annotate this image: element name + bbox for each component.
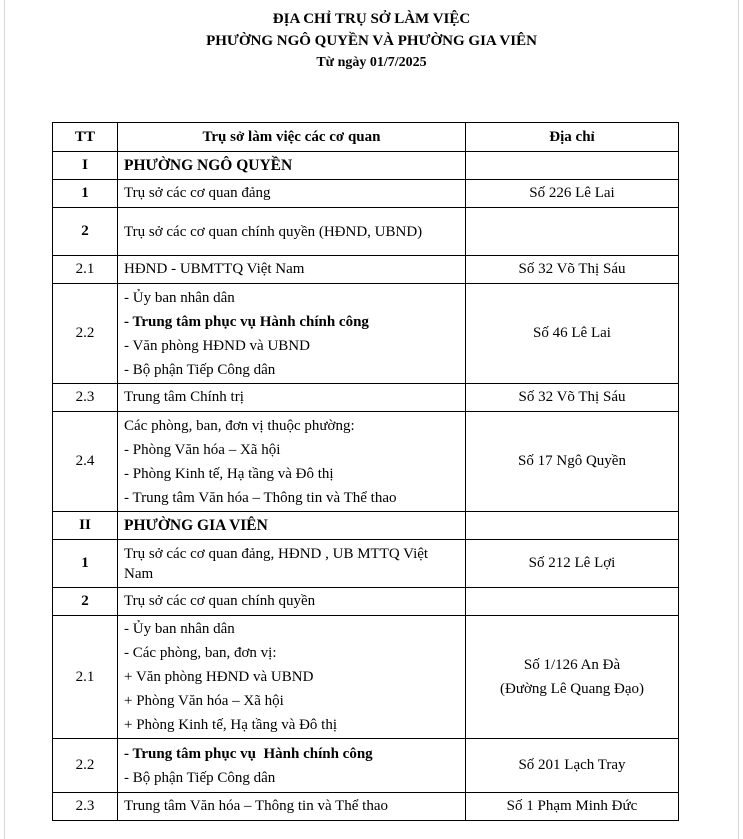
table-row — [53, 540, 679, 588]
table-row — [53, 208, 679, 256]
row-address — [466, 208, 679, 256]
row-office — [118, 284, 466, 384]
table-row — [53, 739, 679, 793]
office-line: - Ủy ban nhân dân — [124, 289, 235, 306]
header-title-line2: PHƯỜNG NGÔ QUYỀN VÀ PHƯỜNG GIA VIÊN — [206, 33, 537, 49]
row-number: 2.1 — [53, 256, 118, 284]
row-office — [118, 739, 466, 793]
row-address: Số 46 Lê Lai — [466, 284, 679, 384]
row-office: HĐND - UBMTTQ Việt Nam — [118, 256, 466, 284]
row-number: 1 — [53, 180, 118, 208]
office-line: + Văn phòng HĐND và UBND — [124, 669, 314, 685]
row-number: 2.2 — [53, 284, 118, 384]
row-address: Số 32 Võ Thị Sáu — [466, 256, 679, 284]
table-row — [53, 793, 679, 821]
office-line: - Phòng Kinh tế, Hạ tầng và Đô thị — [124, 465, 334, 482]
office-line: + Phòng Kinh tế, Hạ tầng và Đô thị — [124, 717, 338, 733]
row-address: Số 17 Ngô Quyền — [466, 412, 679, 512]
section-row-gia-vien — [53, 512, 679, 540]
row-address: Số 32 Võ Thị Sáu — [466, 384, 679, 412]
row-number: 2 — [53, 588, 118, 616]
row-office — [118, 616, 466, 739]
row-address: Số 201 Lạch Tray — [466, 739, 679, 793]
row-address — [466, 616, 679, 739]
table-row — [53, 256, 679, 284]
column-header-office: Trụ sở làm việc các cơ quan — [118, 123, 466, 152]
right-page-edge — [738, 0, 739, 839]
office-line: - Ủy ban nhân dân — [124, 621, 235, 637]
section-address — [466, 512, 679, 540]
row-office: Trụ sở các cơ quan chính quyền — [118, 588, 466, 616]
column-header-address: Địa chỉ — [466, 123, 679, 152]
row-number: 1 — [53, 540, 118, 588]
row-office: Trụ sở các cơ quan đảng, HĐND , UB MTTQ Việt Nam — [118, 540, 466, 588]
row-number: 2.1 — [53, 616, 118, 739]
row-address: Số 226 Lê Lai — [466, 180, 679, 208]
office-line: - Các phòng, ban, đơn vị: — [124, 645, 277, 661]
left-page-edge — [4, 0, 5, 839]
section-title: PHƯỜNG NGÔ QUYỀN — [118, 152, 466, 180]
section-number: II — [53, 512, 118, 540]
table-header-row — [53, 123, 679, 152]
row-office: Trung tâm Chính trị — [118, 384, 466, 412]
office-line: - Trung tâm phục vụ Hành chính công — [124, 313, 369, 330]
office-line: + Phòng Văn hóa – Xã hội — [124, 693, 284, 709]
office-line: - Văn phòng HĐND và UBND — [124, 337, 310, 354]
address-line: (Đường Lê Quang Đạo) — [500, 681, 644, 697]
table-row — [53, 616, 679, 739]
section-address — [466, 152, 679, 180]
table-row — [53, 412, 679, 512]
office-line: - Trung tâm Văn hóa – Thông tin và Thể thao — [124, 489, 397, 506]
column-header-tt: TT — [53, 123, 118, 152]
office-line: Các phòng, ban, đơn vị thuộc phường: — [124, 417, 355, 434]
row-address — [466, 588, 679, 616]
table-row — [53, 384, 679, 412]
row-number: 2.2 — [53, 739, 118, 793]
table-row — [53, 180, 679, 208]
office-line: - Phòng Văn hóa – Xã hội — [124, 441, 281, 458]
document-header — [0, 8, 743, 74]
row-office: Trung tâm Văn hóa – Thông tin và Thể thao — [118, 793, 466, 821]
office-address-table — [52, 122, 679, 821]
row-address: Số 1 Phạm Minh Đức — [466, 793, 679, 821]
row-office — [118, 412, 466, 512]
table-row — [53, 284, 679, 384]
header-date: Từ ngày 01/7/2025 — [316, 55, 427, 70]
office-line: - Bộ phận Tiếp Công dân — [124, 361, 276, 378]
address-line: Số 1/126 An Đà — [523, 657, 621, 673]
row-number: 2 — [53, 208, 118, 256]
header-title-line1: ĐỊA CHỈ TRỤ SỞ LÀM VIỆC — [272, 11, 471, 27]
row-office: Trụ sở các cơ quan đảng — [118, 180, 466, 208]
row-number: 2.3 — [53, 793, 118, 821]
office-line: - Bộ phận Tiếp Công dân — [124, 769, 276, 786]
section-number: I — [53, 152, 118, 180]
row-office: Trụ sở các cơ quan chính quyền (HĐND, UBND) — [118, 208, 466, 256]
section-row-ngo-quyen — [53, 152, 679, 180]
section-title: PHƯỜNG GIA VIÊN — [118, 512, 466, 540]
table-row — [53, 588, 679, 616]
office-line: - Trung tâm phục vụ Hành chính công — [124, 745, 373, 762]
row-address: Số 212 Lê Lợi — [466, 540, 679, 588]
row-number: 2.3 — [53, 384, 118, 412]
row-number: 2.4 — [53, 412, 118, 512]
